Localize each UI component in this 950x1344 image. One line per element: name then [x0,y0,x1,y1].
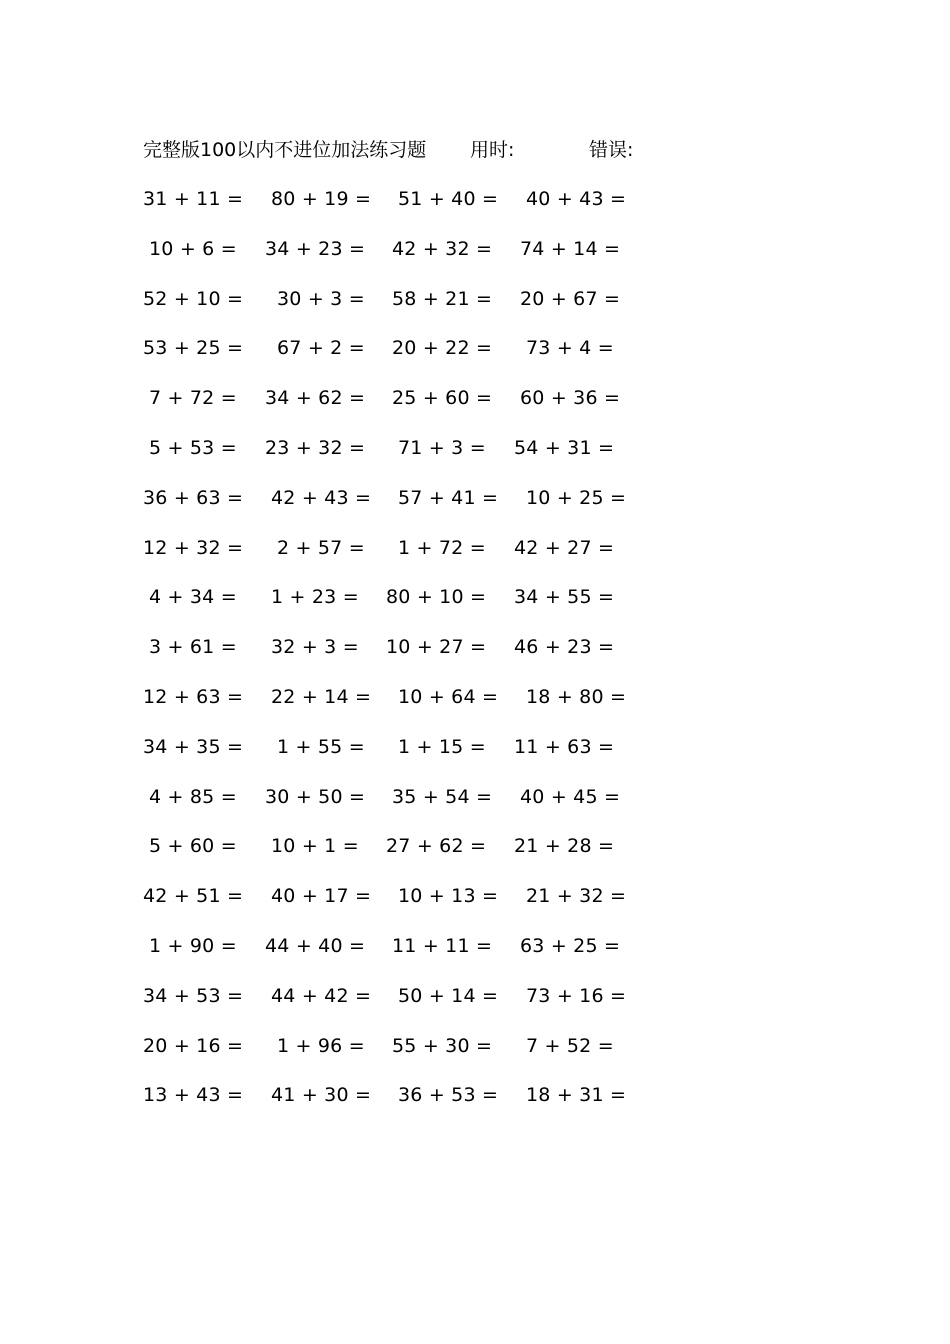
addition-problem: 10 + 13 = [398,885,499,908]
addition-problem: 57 + 41 = [398,486,499,509]
problem-row [0,335,950,385]
addition-problem: 31 + 11 = [143,188,244,210]
addition-problem: 52 + 10 = [143,287,244,310]
addition-problem: 20 + 22 = [392,337,493,360]
addition-problem: 25 + 60 = [392,387,493,410]
problem-row [0,1033,950,1083]
addition-problem: 2 + 57 = [277,536,365,559]
addition-problem: 35 + 54 = [392,785,493,808]
addition-problem: 13 + 43 = [143,1084,244,1107]
addition-problem: 4 + 34 = [149,586,237,609]
addition-problem: 5 + 53 = [149,436,237,459]
problem-row [0,186,950,236]
addition-problem: 7 + 72 = [149,387,237,410]
time-label: 用时: [470,139,515,161]
addition-problem: 80 + 19 = [271,188,372,210]
problem-row [0,485,950,535]
addition-problem: 55 + 30 = [392,1034,493,1057]
addition-problem: 74 + 14 = [520,237,621,260]
problem-row [0,933,950,983]
addition-problem: 51 + 40 = [398,188,499,210]
addition-problem: 10 + 27 = [386,636,487,659]
problem-row [0,833,950,883]
problem-row [0,684,950,734]
addition-problem: 40 + 45 = [520,785,621,808]
addition-problem: 36 + 63 = [143,486,244,509]
addition-problem: 7 + 52 = [526,1034,614,1057]
addition-problem: 50 + 14 = [398,984,499,1007]
addition-problem: 34 + 23 = [265,237,366,260]
addition-problem: 80 + 10 = [386,586,487,609]
addition-problem: 20 + 67 = [520,287,621,310]
addition-problem: 53 + 25 = [143,337,244,360]
addition-problem: 34 + 55 = [514,586,615,609]
problem-row [0,236,950,286]
addition-problem: 3 + 61 = [149,636,237,659]
addition-problem: 67 + 2 = [277,337,365,360]
addition-problem: 44 + 40 = [265,934,366,957]
addition-problem: 73 + 4 = [526,337,614,360]
addition-problem: 42 + 51 = [143,885,244,908]
addition-problem: 73 + 16 = [526,984,627,1007]
problem-row [0,435,950,485]
addition-problem: 60 + 36 = [520,387,621,410]
problem-row [0,784,950,834]
addition-problem: 20 + 16 = [143,1034,244,1057]
problem-row [0,734,950,784]
addition-problem: 4 + 85 = [149,785,237,808]
addition-problem: 1 + 23 = [271,586,359,609]
addition-problem: 30 + 50 = [265,785,366,808]
addition-problem: 54 + 31 = [514,436,615,459]
addition-problem: 30 + 3 = [277,287,365,310]
addition-problem: 1 + 55 = [277,735,365,758]
problem-row [0,1082,950,1132]
addition-problem: 11 + 11 = [392,934,493,957]
addition-problem: 5 + 60 = [149,835,237,858]
addition-problem: 40 + 17 = [271,885,372,908]
addition-problem: 32 + 3 = [271,636,359,659]
addition-problem: 10 + 25 = [526,486,627,509]
problem-grid [0,186,950,1132]
addition-problem: 63 + 25 = [520,934,621,957]
addition-problem: 12 + 63 = [143,685,244,708]
addition-problem: 10 + 1 = [271,835,359,858]
addition-problem: 34 + 62 = [265,387,366,410]
addition-problem: 10 + 64 = [398,685,499,708]
problem-row [0,584,950,634]
addition-problem: 41 + 30 = [271,1084,372,1107]
addition-problem: 34 + 53 = [143,984,244,1007]
addition-problem: 1 + 90 = [149,934,237,957]
problem-row [0,286,950,336]
problem-row [0,883,950,933]
addition-problem: 18 + 31 = [526,1084,627,1107]
addition-problem: 1 + 96 = [277,1034,365,1057]
worksheet-title: 完整版100以内不进位加法练习题 [143,139,427,161]
addition-problem: 22 + 14 = [271,685,372,708]
addition-problem: 1 + 72 = [398,536,486,559]
addition-problem: 18 + 80 = [526,685,627,708]
problem-row [0,535,950,585]
problem-row [0,634,950,684]
addition-problem: 42 + 27 = [514,536,615,559]
errors-label: 错误: [589,139,634,161]
addition-problem: 11 + 63 = [514,735,615,758]
addition-problem: 46 + 23 = [514,636,615,659]
addition-problem: 12 + 32 = [143,536,244,559]
problem-row [0,983,950,1033]
addition-problem: 1 + 15 = [398,735,486,758]
addition-problem: 42 + 32 = [392,237,493,260]
addition-problem: 21 + 32 = [526,885,627,908]
addition-problem: 58 + 21 = [392,287,493,310]
addition-problem: 42 + 43 = [271,486,372,509]
addition-problem: 23 + 32 = [265,436,366,459]
addition-problem: 44 + 42 = [271,984,372,1007]
addition-problem: 71 + 3 = [398,436,486,459]
problem-row [0,385,950,435]
addition-problem: 21 + 28 = [514,835,615,858]
addition-problem: 27 + 62 = [386,835,487,858]
addition-problem: 40 + 43 = [526,188,627,210]
addition-problem: 34 + 35 = [143,735,244,758]
addition-problem: 36 + 53 = [398,1084,499,1107]
addition-problem: 10 + 6 = [149,237,237,260]
